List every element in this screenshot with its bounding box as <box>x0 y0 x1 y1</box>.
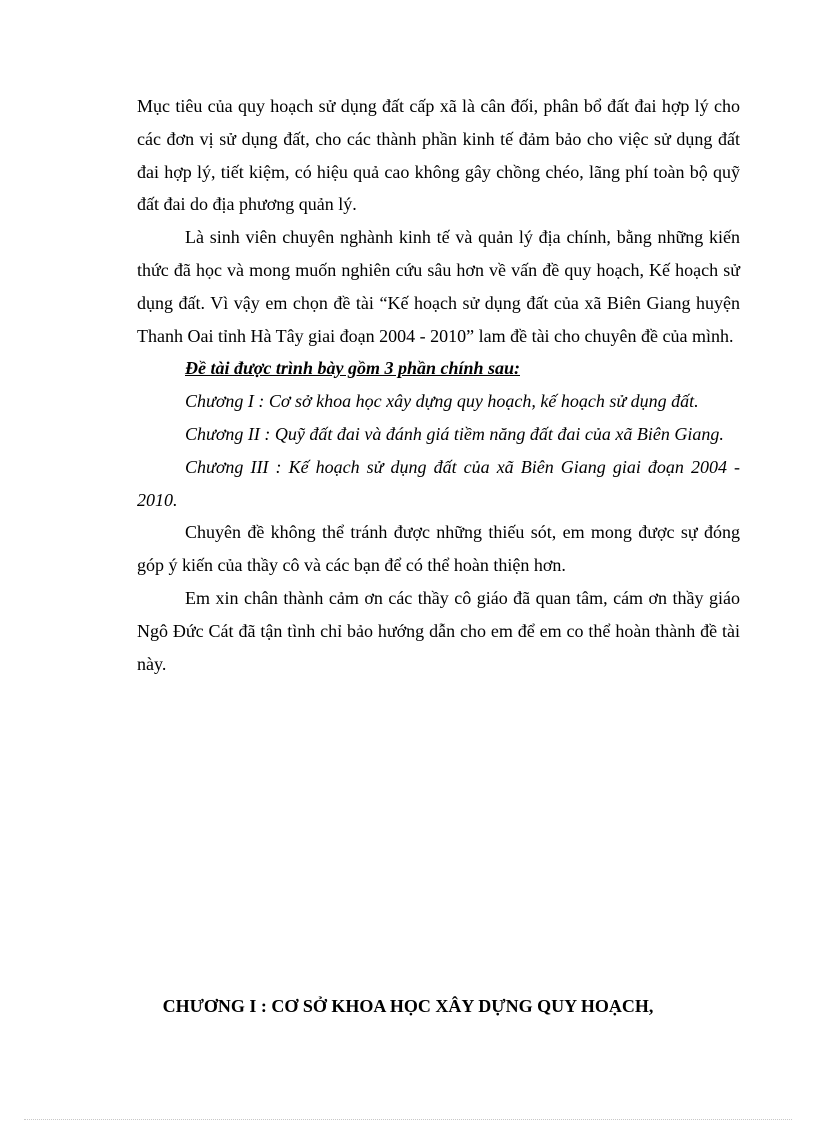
paragraph-objective: Mục tiêu của quy hoạch sử dụng đất cấp xã là cân đối, phân bổ đất đai hợp lý cho các đơn vị sử dụng đất, cho các thành phần kinh tế đảm bảo cho việc sử dụng đất đai hợp lý, tiết kiệm, có hiệu quả cao không gây chồng chéo, lãng phí toàn bộ quỹ đất đai do địa phương quản lý. <box>137 96 740 215</box>
chapter-title: CHƯƠNG I : CƠ SỞ KHOA HỌC XÂY DỰNG QUY HOẠCH, <box>162 996 654 1016</box>
outline-chapter-1: Chương I : Cơ sở khoa học xây dựng quy hoạch, kế hoạch sử dụng đất. <box>185 391 699 412</box>
outline-chapter-3: Chương III : Kế hoạch sử dụng đất của xã Biên Giang giai đoạn 2004 - 2010. <box>137 456 740 510</box>
paragraph-thanks: Em xin chân thành cảm ơn các thầy cô giáo đã quan tâm, cám ơn thầy giáo Ngô Đức Cát đã tận tình chỉ bảo hướng dẫn cho em để em co thể hoàn thành đề tài này. <box>137 587 740 674</box>
paragraph-motivation: Là sinh viên chuyên nghành kinh tế và quản lý địa chính, bằng những kiến thức đã học và mong muốn nghiên cứu sâu hơn về vấn đề quy hoạch, Kế hoạch sử dụng đất. Vì vậy em chọn đề tài “Kế hoạch sử dụng đất của xã Biên Giang huyện Thanh Oai tỉnh Hà Tây giai đoạn 2004 - 2010” lam đề tài cho chuyên đề của mình. <box>137 227 740 346</box>
body-text <box>137 90 740 680</box>
paragraph-limitations: Chuyên đề không thể tránh được những thiếu sót, em mong được sự đóng góp ý kiến của thầy cô và các bạn để có thể hoàn thiện hơn. <box>137 522 740 576</box>
outline-heading: Đề tài được trình bày gồm 3 phần chính sau: <box>185 358 520 379</box>
page-footer-divider <box>24 1119 792 1120</box>
outline-chapter-2: Chương II : Quỹ đất đai và đánh giá tiềm năng đất đai của xã Biên Giang. <box>185 423 724 444</box>
